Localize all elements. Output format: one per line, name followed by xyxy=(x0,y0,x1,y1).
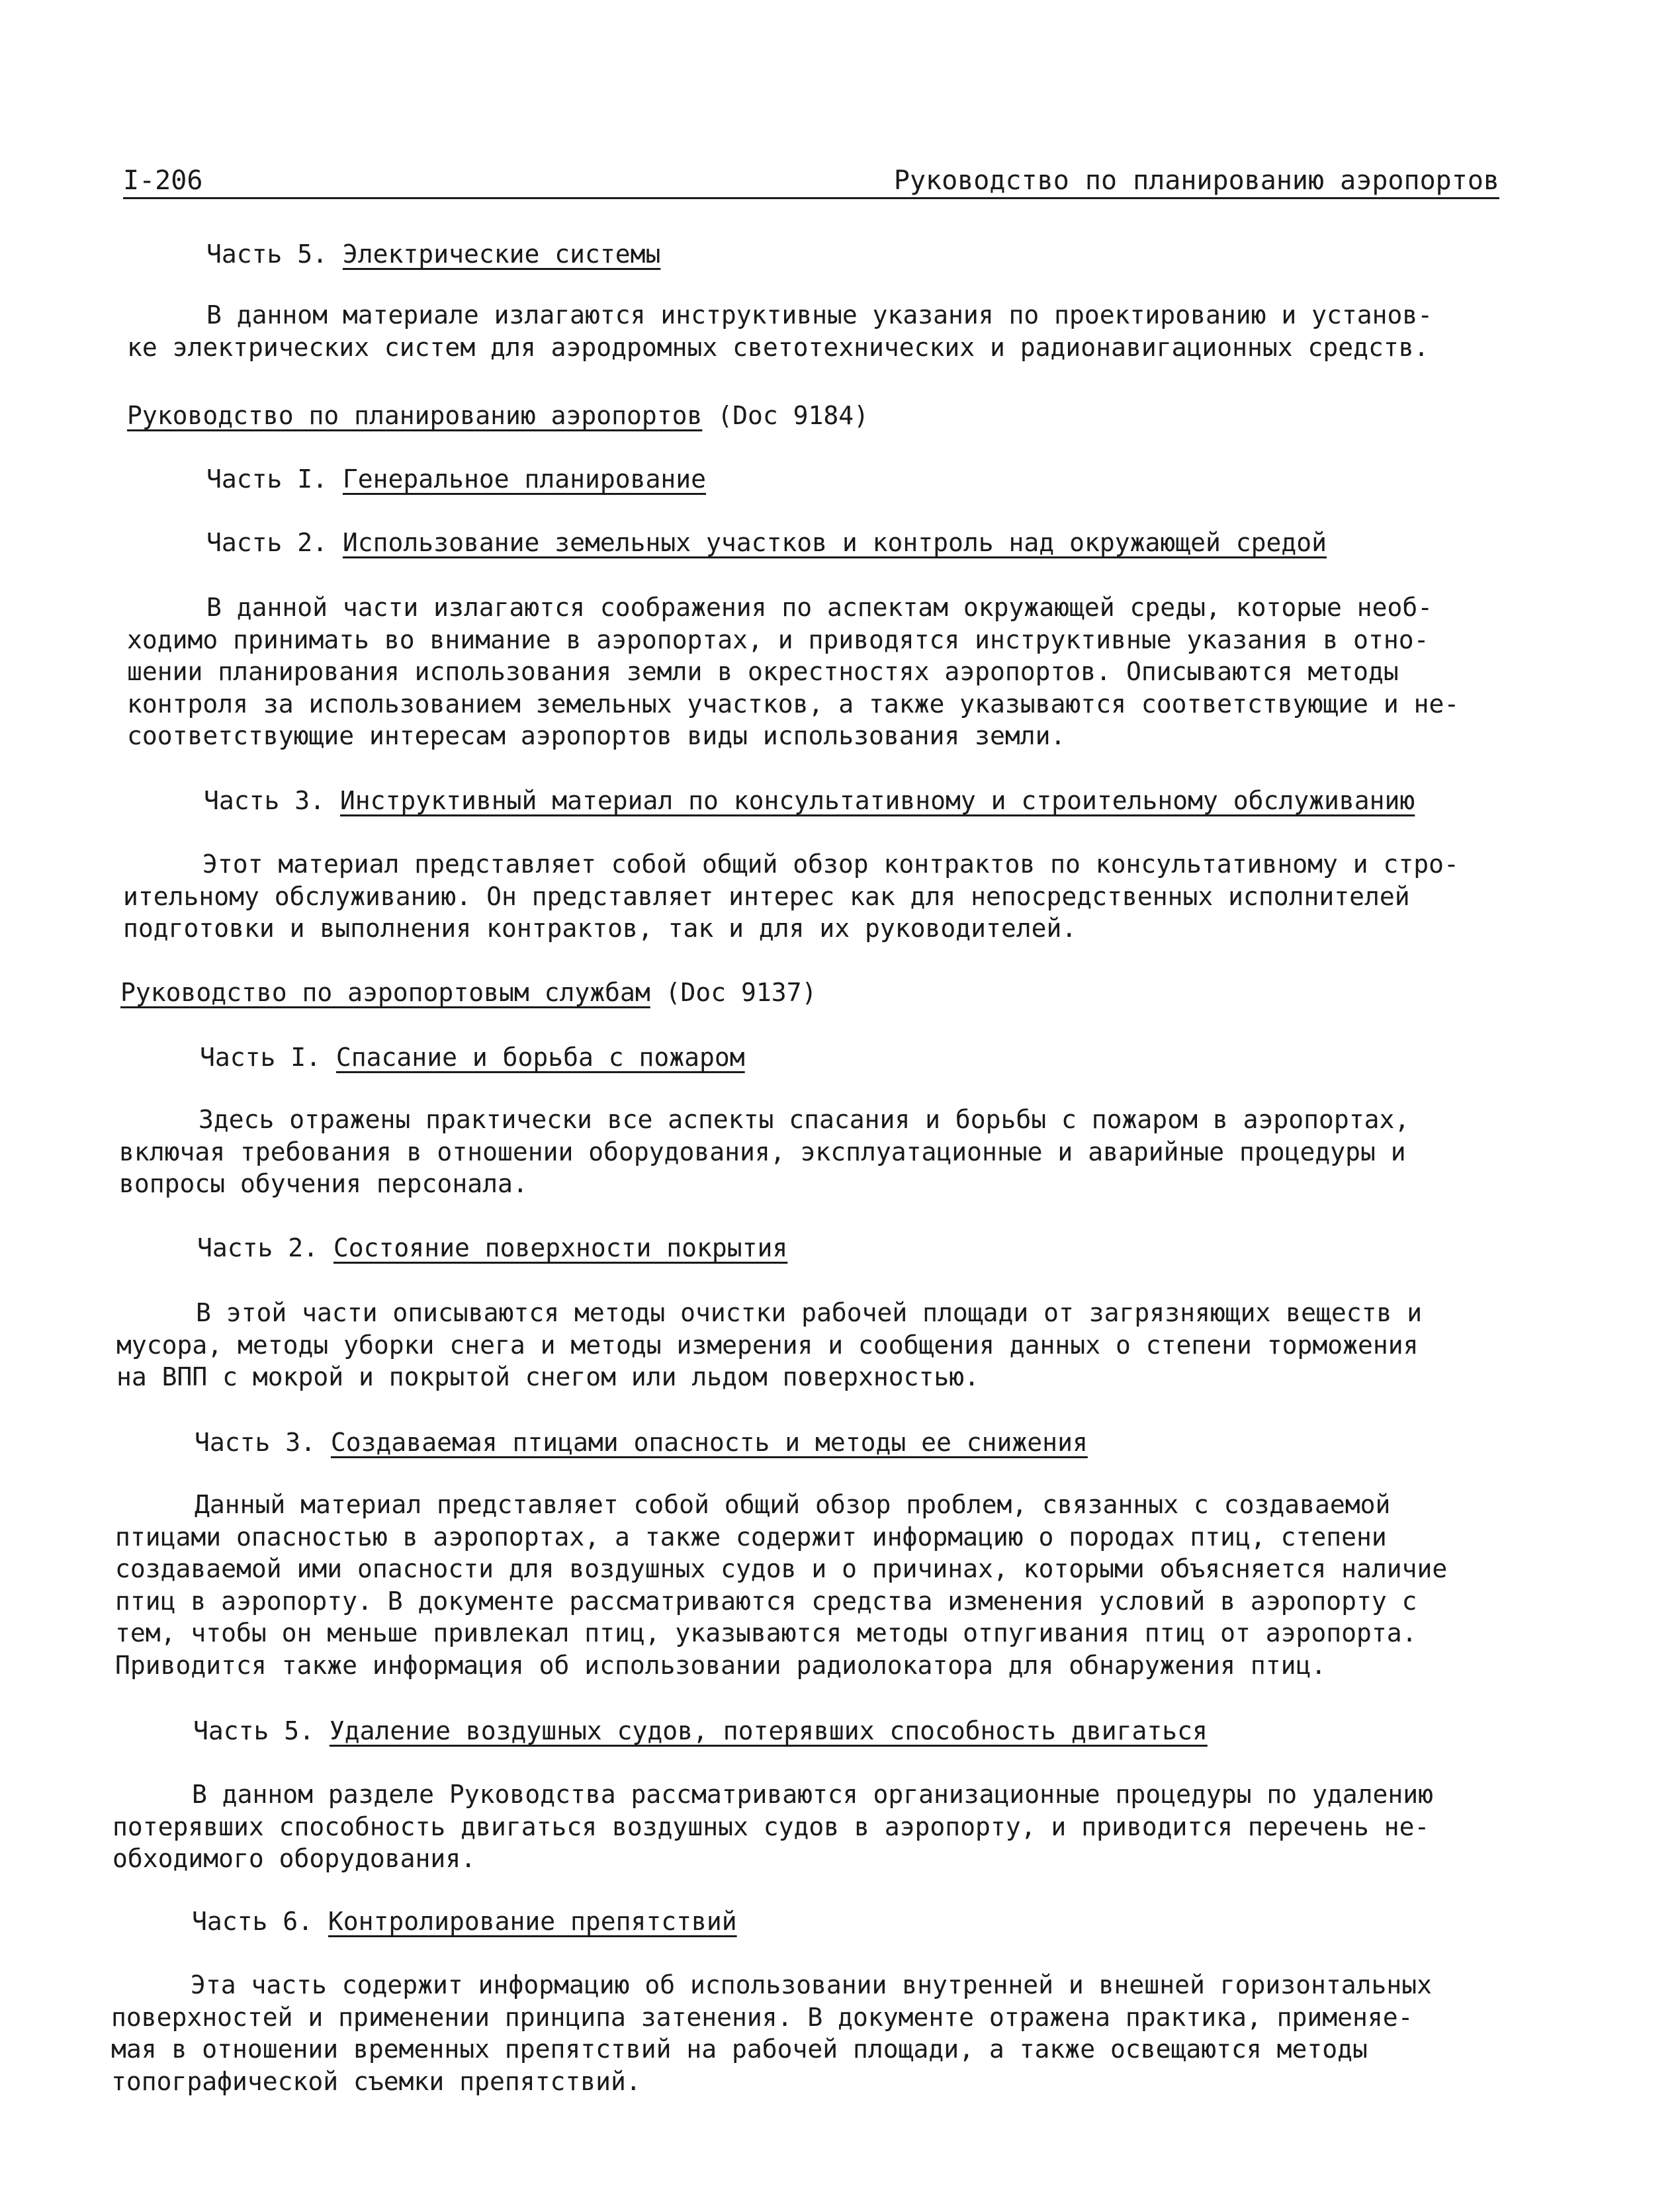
paragraph-consulting xyxy=(123,848,1506,945)
section-heading-general-planning xyxy=(206,463,706,495)
paragraph-surface xyxy=(116,1297,1499,1393)
part-prefix: Часть I. xyxy=(200,1043,322,1072)
part-prefix: Часть 2. xyxy=(206,528,328,557)
text-line: Этот материал представляет собой общий обзор контрактов по консультативному и стро- xyxy=(202,850,1459,879)
part-prefix: Часть 3. xyxy=(204,786,326,815)
text-line: ительному обслуживанию. Он представляет интерес как для непосредственных исполнителей xyxy=(123,881,1410,911)
manual-title: Руководство по планированию аэропортов xyxy=(127,401,703,430)
text-line: соответствующие интересам аэропортов виды использования земли. xyxy=(127,721,1066,750)
part-title: Электрические системы xyxy=(342,240,661,269)
section-heading-birds xyxy=(195,1426,1088,1458)
part-title: Удаление воздушных судов, потерявших способность двигаться xyxy=(329,1716,1208,1745)
manual-title: Руководство по аэропортовым службам xyxy=(120,978,650,1007)
part-prefix: Часть 5. xyxy=(193,1716,315,1745)
page-number: I-206 xyxy=(123,165,203,196)
text-line: В данном разделе Руководства рассматриваются организационные процедуры по удалению xyxy=(192,1780,1433,1809)
text-line: на ВПП с мокрой и покрытой снегом или льдом поверхностью. xyxy=(116,1362,980,1391)
section-heading-surface xyxy=(197,1232,787,1264)
section-heading-rescue xyxy=(200,1041,745,1073)
text-line: ке электрических систем для аэродромных светотехнических и радионавигационных средств. xyxy=(127,332,1429,362)
part-title: Инструктивный материал по консультативному и строительному обслуживанию xyxy=(339,786,1415,815)
part-title: Создаваемая птицами опасность и методы ее снижения xyxy=(330,1428,1088,1457)
paragraph-rescue xyxy=(119,1104,1482,1200)
text-line: птиц в аэропорту. В документе рассматриваются средства изменения условий в аэропорту с xyxy=(115,1586,1417,1616)
text-line: мусора, методы уборки снега и методы измерения и сообщения данных о степени торможения xyxy=(116,1330,1419,1360)
text-line: ходимо принимать во внимание в аэропортах, и приводятся инструктивные указания в отно- xyxy=(127,625,1429,654)
page-header xyxy=(123,163,1499,199)
text-line: В данной части излагаются соображения по аспектам окружающей среды, которые необ- xyxy=(206,593,1433,622)
text-line: Данный материал представляет собой общий обзор проблем, связанных с создаваемой xyxy=(195,1490,1391,1519)
manual-heading-planning xyxy=(127,400,869,431)
manual-heading-services xyxy=(120,977,817,1008)
part-prefix: Часть 5. xyxy=(206,240,328,269)
manual-doc-number: (Doc 9137) xyxy=(665,978,817,1007)
paragraph-birds xyxy=(115,1489,1511,1681)
text-line: обходимого оборудования. xyxy=(112,1844,476,1873)
part-title: Использование земельных участков и контроль над окружающей средой xyxy=(342,528,1327,557)
paragraph-electric xyxy=(127,299,1498,363)
part-prefix: Часть 6. xyxy=(192,1907,314,1936)
section-heading-electric xyxy=(206,238,660,270)
section-heading-land-use xyxy=(206,527,1327,558)
part-title: Генеральное планирование xyxy=(342,464,706,494)
section-heading-consulting xyxy=(204,785,1415,816)
paragraph-land-use xyxy=(127,591,1510,752)
text-line: включая требования в отношении оборудования, эксплуатационные и аварийные процедуры и xyxy=(119,1137,1406,1166)
part-prefix: Часть I. xyxy=(206,464,328,494)
paragraph-aircraft-removal xyxy=(112,1778,1509,1875)
text-line: подготовки и выполнения контрактов, так и для их руководителей. xyxy=(123,914,1077,943)
text-line: поверхностей и применении принципа затенения. В документе отражена практика, применяе- xyxy=(111,2002,1413,2032)
text-line: создаваемой ими опасности для воздушных судов и о причинах, которыми объясняется наличие xyxy=(115,1554,1448,1583)
text-line: топографической съемки препятствий. xyxy=(111,2066,641,2096)
part-title: Состояние поверхности покрытия xyxy=(333,1233,788,1262)
text-line: В этой части описываются методы очистки рабочей площади от загрязняющих веществ и xyxy=(196,1298,1423,1327)
text-line: контроля за использованием земельных участков, а также указываются соответствующие и не- xyxy=(127,689,1460,719)
text-line: тем, чтобы он меньше привлекал птиц, указываются методы отпугивания птиц от аэропорта. xyxy=(115,1618,1417,1647)
text-line: потерявших способность двигаться воздушных судов в аэропорту, и приводится перечень не- xyxy=(112,1812,1430,1841)
manual-doc-number: (Doc 9184) xyxy=(717,401,869,430)
section-heading-obstacles xyxy=(192,1905,737,1937)
text-line: шении планирования использования земли в окрестностях аэропортов. Описываются методы xyxy=(127,657,1399,686)
text-line: Здесь отражены практически все аспекты спасания и борьбы с пожаром в аэропортах, xyxy=(199,1105,1410,1134)
part-prefix: Часть 3. xyxy=(195,1428,316,1457)
paragraph-obstacles xyxy=(111,1969,1501,2097)
text-line: мая в отношении временных препятствий на рабочей площади, а также освещаются методы xyxy=(111,2035,1368,2064)
text-line: В данном материале излагаются инструктивные указания по проектированию и установ- xyxy=(206,300,1433,329)
running-title: Руководство по планированию аэропортов xyxy=(893,165,1499,196)
part-title: Контролирование препятствий xyxy=(328,1907,737,1936)
text-line: Приводится также информация об использовании радиолокатора для обнаружения птиц. xyxy=(115,1650,1327,1680)
text-line: птицами опасностью в аэропортах, а также содержит информацию о породах птиц, степени xyxy=(115,1522,1387,1552)
section-heading-aircraft-removal xyxy=(193,1715,1208,1747)
text-line: вопросы обучения персонала. xyxy=(119,1169,528,1198)
text-line: Эта часть содержит информацию об использовании внутренней и внешней горизонтальных xyxy=(191,1970,1432,1999)
part-title: Спасание и борьба с пожаром xyxy=(335,1043,745,1072)
part-prefix: Часть 2. xyxy=(197,1233,319,1262)
